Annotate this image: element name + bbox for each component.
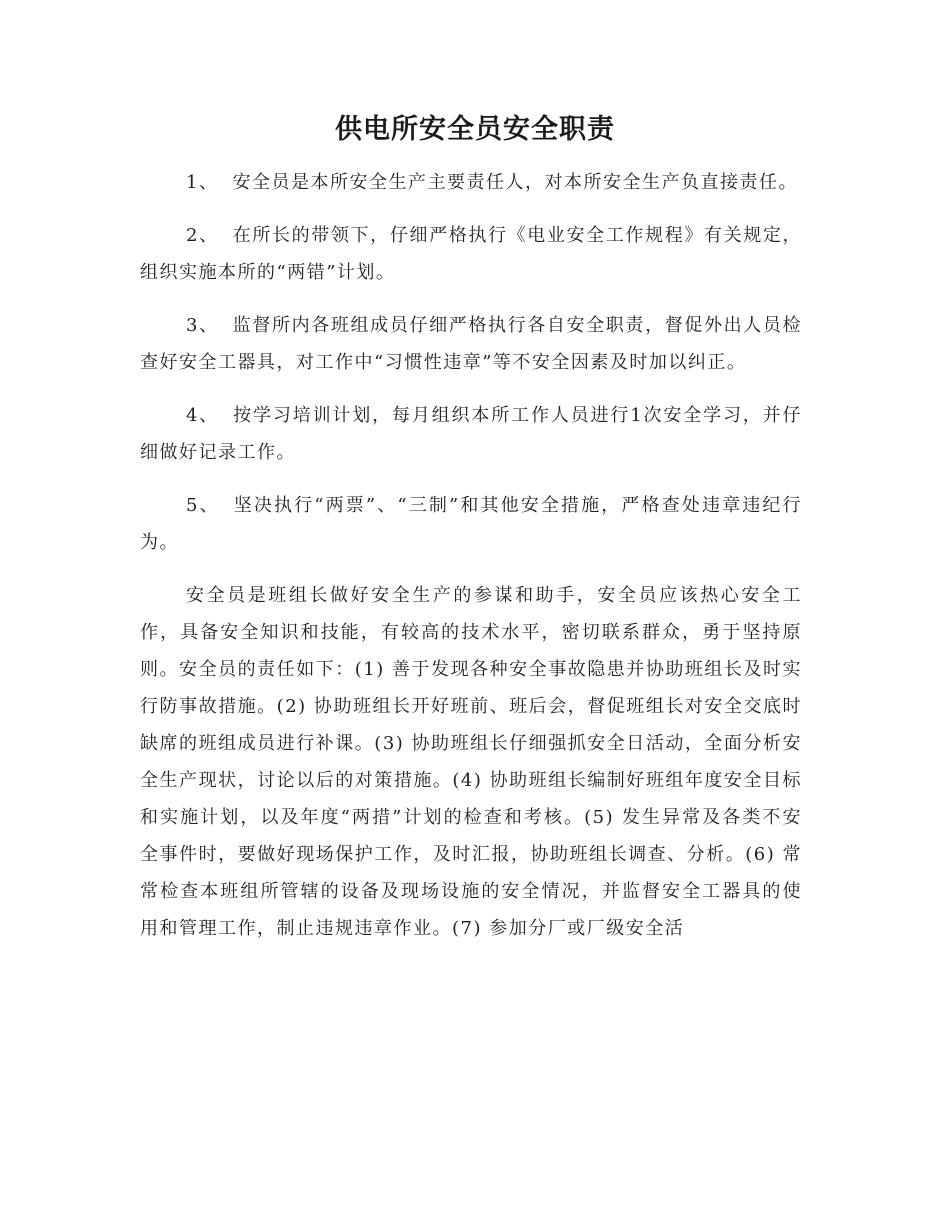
document-body [140, 164, 802, 963]
list-item [140, 164, 802, 201]
responsibilities-paragraph: 安全员是班组长做好安全生产的参谋和助手，安全员应该热心安全工作，具备安全知识和技能，有较高的技术水平，密切联系群众，勇于坚持原则。安全员的责任如下：(1) 善于发现各种安全事故隐患并协助班组长及时实行防事故措施。(2) 协助班组长开好班前、班后会，督促班组长对安全交底时缺席的班组成员进行补课。(3) 协助班组长仔细强抓安全日活动，全面分析安全生产现状，讨论以后的对策措施。(4) 协助班组长编制好班组年度安全目标和实施计划，以及年度“两措”计划的检查和考核。(5) 发生异常及各类不安全事件时，要做好现场保护工作，及时汇报，协助班组长调查、分析。(6) 常常检查本班组所管辖的设备及现场设施的安全情况，并监督安全工器具的使用和管理工作，制止违规违章作业。(7) 参加分厂或厂级安全活 [140, 585, 802, 939]
item-text: 坚决执行“两票”、“三制”和其他安全措施，严格查处违章违纪行为。 [140, 495, 803, 553]
list-item [140, 307, 802, 381]
document-title: 供电所安全员安全职责 [335, 114, 615, 145]
item-number: 3、 [186, 315, 219, 336]
item-text: 安全员是本所安全生产主要责任人，对本所安全生产负直接责任。 [232, 172, 798, 193]
item-text: 在所长的带领下，仔细严格执行《电业安全工作规程》有关规定，组织实施本所的“两错”计划。 [140, 225, 803, 283]
item-text: 按学习培训计划，每月组织本所工作人员进行1次安全学习，并仔细做好记录工作。 [140, 405, 803, 463]
list-item [140, 217, 802, 291]
item-number: 5、 [186, 495, 220, 516]
list-item [140, 397, 802, 471]
item-number: 1、 [186, 172, 219, 193]
list-item [140, 487, 802, 561]
item-text: 监督所内各班组成员仔细严格执行各自安全职责，督促外出人员检查好安全工器具，对工作中“习惯性违章”等不安全因素及时加以纠正。 [140, 315, 803, 373]
item-number: 4、 [186, 405, 220, 426]
item-number: 2、 [186, 225, 219, 246]
